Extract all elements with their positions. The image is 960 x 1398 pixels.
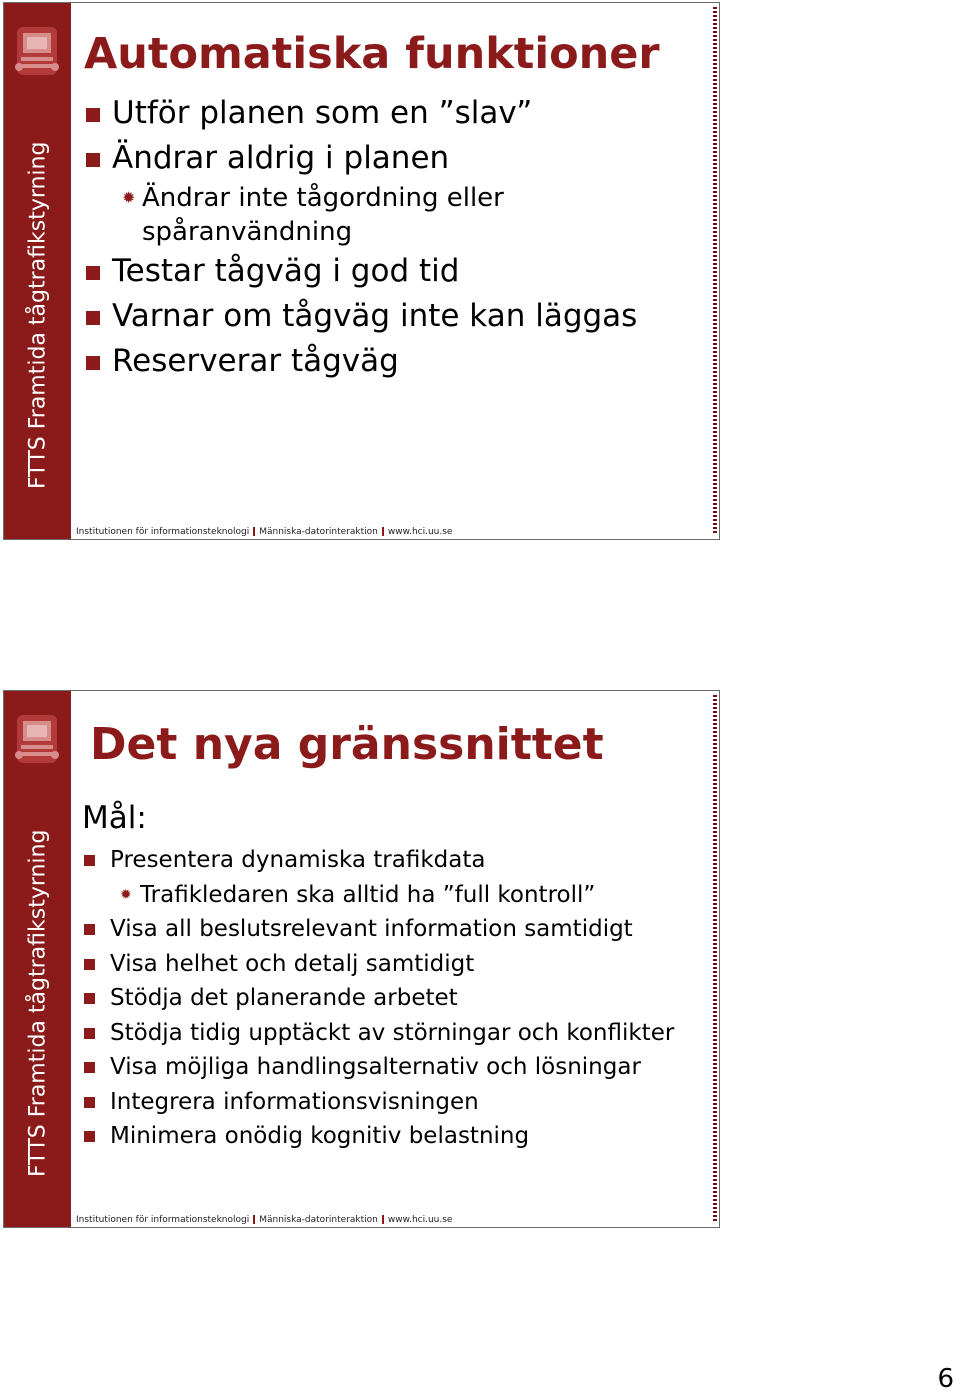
footer-url: www.hci.uu.se (387, 1215, 453, 1225)
footer-department: Institutionen för informationsteknologi (76, 527, 250, 537)
list-item: Stödja tidig upptäckt av störningar och konflikter (82, 1016, 674, 1051)
slide-sidebar (4, 691, 71, 1227)
list-item: Visa helhet och detalj samtidigt (82, 947, 674, 982)
decorative-border (713, 695, 717, 1223)
footer-group: Människa-datorinteraktion (259, 1215, 378, 1225)
square-bullet-icon (86, 266, 100, 280)
footer-separator (253, 1215, 255, 1224)
list-item: Ändrar aldrig i planen (84, 136, 637, 181)
footer-separator (253, 527, 255, 536)
slide-footer (76, 1215, 452, 1225)
slide-title: Automatiska funktioner (84, 29, 660, 79)
list-item: Integrera informationsvisningen (82, 1085, 674, 1120)
footer-separator (382, 527, 384, 536)
square-bullet-icon (86, 108, 100, 122)
bullet-list (82, 793, 674, 1154)
list-item: Visa all beslutsrelevant information samtidigt (82, 912, 674, 947)
side-label: FTTS Framtida tågtrafikstyrning (25, 829, 50, 1177)
list-item: Presentera dynamiska trafikdata (82, 843, 674, 878)
footer-separator (382, 1215, 384, 1224)
slide-sidebar (4, 3, 71, 539)
footer-group: Människa-datorinteraktion (259, 527, 378, 537)
square-bullet-icon (84, 855, 95, 866)
square-bullet-icon (86, 311, 100, 325)
sub-list-item: ✹ Ändrar inte tågordning eller (122, 183, 504, 213)
slide-det-nya-granssnittet (3, 690, 720, 1228)
slide-footer (76, 527, 452, 537)
square-bullet-icon (84, 1028, 95, 1039)
side-label: FTTS Framtida tågtrafikstyrning (25, 141, 50, 489)
list-item: Stödja det planerande arbetet (82, 981, 674, 1016)
square-bullet-icon (84, 1097, 95, 1108)
slide-title: Det nya gränssnittet (90, 719, 604, 770)
list-item: Utför planen som en ”slav” (84, 91, 637, 136)
square-bullet-icon (84, 993, 95, 1004)
section-heading: Mål: (82, 800, 147, 836)
list-item: Reserverar tågväg (84, 339, 637, 384)
list-item: Varnar om tågväg inte kan läggas (84, 294, 637, 339)
square-bullet-icon (84, 1131, 95, 1142)
square-bullet-icon (84, 959, 95, 970)
list-item: Minimera onödig kognitiv belastning (82, 1119, 674, 1154)
bullet-list (84, 91, 637, 384)
footer-department: Institutionen för informationsteknologi (76, 1215, 250, 1225)
footer-url: www.hci.uu.se (387, 527, 453, 537)
page-number: 6 (937, 1364, 954, 1394)
square-bullet-icon (86, 153, 100, 167)
list-item: Visa möjliga handlingsalternativ och lösningar (82, 1050, 674, 1085)
decorative-border (713, 7, 717, 535)
starburst-bullet-icon: ✹ (122, 188, 136, 207)
square-bullet-icon (86, 356, 100, 370)
starburst-bullet-icon: ✹ (120, 886, 132, 903)
sub-list-item-continuation: spåranvändning (142, 217, 353, 247)
square-bullet-icon (84, 924, 95, 935)
sub-list-item: ✹ Trafikledaren ska alltid ha ”full kontroll” (120, 881, 596, 908)
slide-automatiska-funktioner (3, 2, 720, 540)
list-item: Testar tågväg i god tid (84, 249, 637, 294)
square-bullet-icon (84, 1062, 95, 1073)
